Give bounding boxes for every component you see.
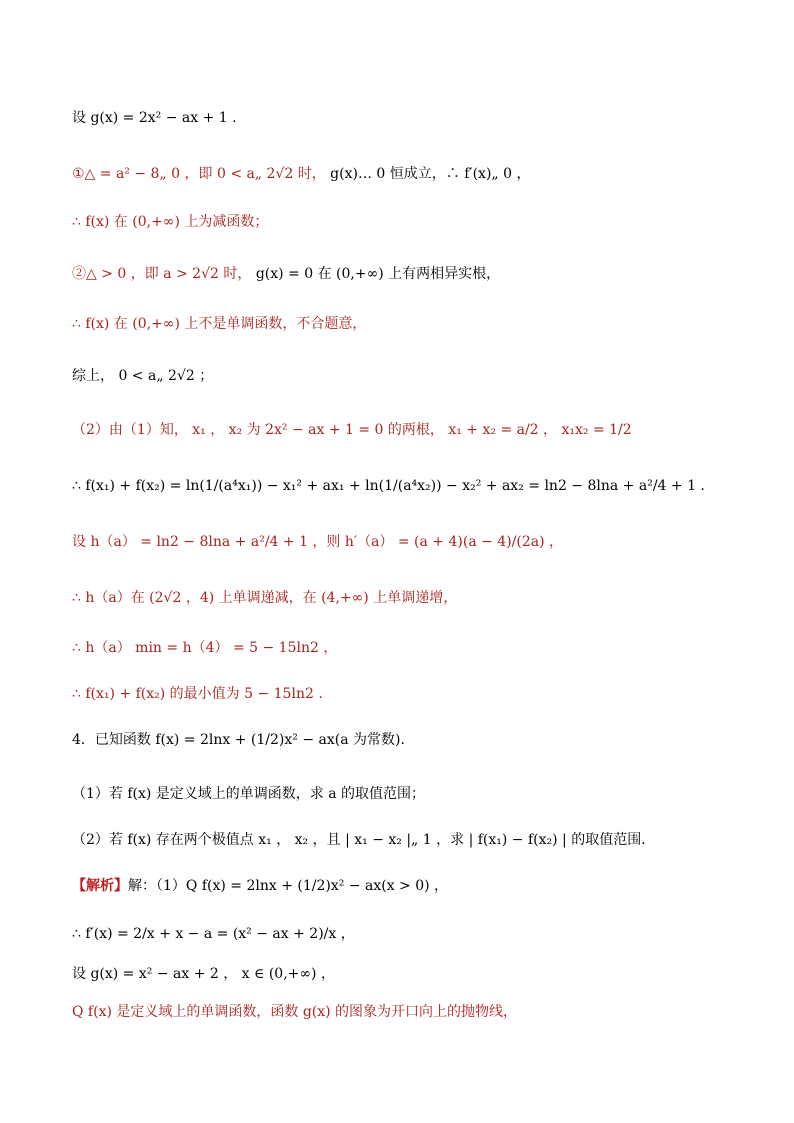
line-2 [72,164,754,184]
text-segment: g(x)… 0 恒成立，∴ f′(x)„ 0 ， [325,166,531,182]
text-segment: 解：（1）Q f(x) = 2lnx + (1/2)x² − ax(x > 0) ， [128,878,449,894]
line-18 [72,964,754,984]
line-19 [72,1002,754,1022]
text-segment: ①△ = a² − 8„ 0 ，即 0 < a„ 2√2 时， [72,166,326,182]
line-6 [72,366,754,386]
line-11 [72,638,754,658]
line-7 [72,420,754,440]
line-10 [72,588,754,608]
text-segment: 4．已知函数 f(x) = 2lnx + (1/2)x² − ax(a 为常数)． [72,732,415,748]
text-segment: ∴ f(x) 在 (0,+∞) 上不是单调函数，不合题意， [72,316,367,332]
text-segment: g(x) = 0 在 (0,+∞) 上有两相异实根， [251,266,501,282]
text-segment: （1）若 f(x) 是定义域上的单调函数，求 a 的取值范围； [72,786,426,802]
text-segment: 设 g(x) = x² − ax + 2 ， x ∈ (0,+∞) ， [72,966,335,982]
line-8 [72,476,754,496]
text-segment: （2）由（1）知， x₁ ， x₂ 为 2x² − ax + 1 = 0 的两根， x₁ + x₂ = a/2 ， x₁x₂ = 1/2 [72,422,632,438]
line-13 [72,730,754,750]
line-4 [72,264,754,284]
section-tag: 【解析】 [72,878,128,894]
line-17 [72,924,754,944]
text-segment: 综上， 0 < a„ 2√2 ； [72,368,214,384]
line-12 [72,684,754,704]
text-segment: ∴ f′(x) = 2/x + x − a = (x² − ax + 2)/x ， [72,926,355,942]
text-segment: ∴ h（a） min = h（4） = 5 − 15ln2 ， [72,640,338,656]
text-segment: ∴ f(x₁) + f(x₂) = ln(1/(a⁴x₁)) − x₁² + ax₁ + ln(1/(a⁴x₂)) − x₂² + ax₂ = ln2 − 8lna + a²/4 + 1 . [72,478,705,494]
line-14 [72,784,754,804]
line-1 [72,108,754,128]
line-9 [72,532,754,552]
text-segment: ∴ f(x₁) + f(x₂) 的最小值为 5 − 15ln2 . [72,686,323,702]
line-5 [72,314,754,334]
line-3 [72,212,754,232]
text-segment: 设 h（a） = ln2 − 8lna + a²/4 + 1 ，则 h′（a） = (a + 4)(a − 4)/(2a) ， [72,534,564,550]
text-segment: ∴ f(x) 在 (0,+∞) 上为减函数； [72,214,269,230]
text-segment: ∴ h（a）在 (2√2 ，4) 上单调递减，在 (4,+∞) 上单调递增， [72,590,458,606]
line-16 [72,876,754,896]
text-segment: Q f(x) 是定义域上的单调函数，函数 g(x) 的图象为开口向上的抛物线， [72,1004,518,1020]
text-segment: ②△ > 0 ，即 a > 2√2 时， [72,266,252,282]
text-segment: （2）若 f(x) 存在两个极值点 x₁ ， x₂ ，且 | x₁ − x₂ |„ 1 ，求 | f(x₁) − f(x₂) | 的取值范围． [72,832,656,848]
text-segment: 设 g(x) = 2x² − ax + 1 . [72,110,237,126]
line-15 [72,830,754,850]
